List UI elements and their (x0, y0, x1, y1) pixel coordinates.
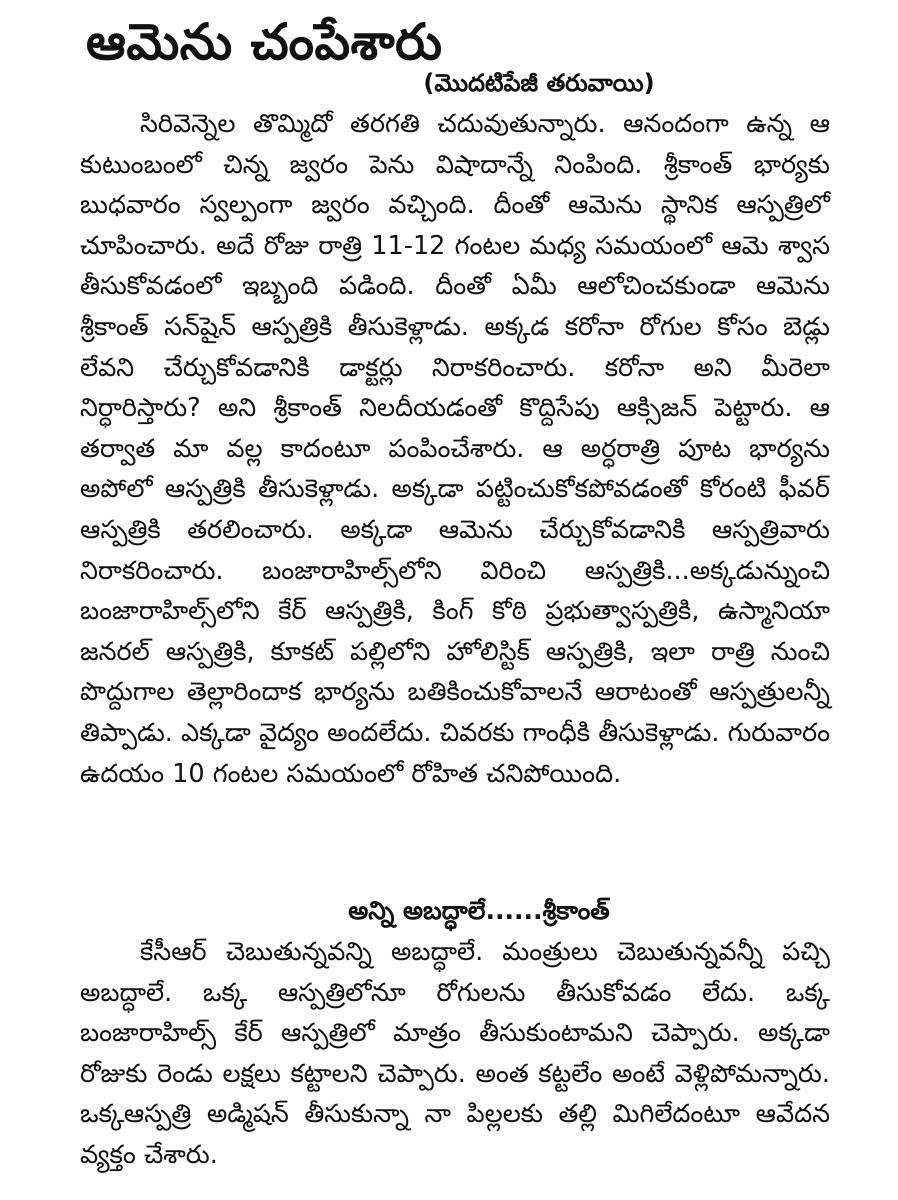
article-paragraph-2: కేసీఆర్ చెబుతున్నవన్ని అబద్ధాలే. మంత్రులు చెబుతున్నవన్నీ పచ్చి అబద్ధాలే. ఒక్క ఆస్పత్రిలోనూ రోగులను తీసుకోవడం లేదు. ఒక్క బంజారాహిల్స్ కేర్ ఆస్పత్రిలో మాత్రం తీసుకుంటామని చెప్పారు. అక్కడా రోజుకు రెండు లక్షలు కట్టాలని చెప్పారు. అంత కట్టలేం అంటే వెళ్లిపోమన్నారు. ఒక్కఆస్పత్రి అడ్మిషన్ తీసుకున్నా నా పిల్లలకు తల్లి మిగిలేదంటూ ఆవేదన వ్యక్తం చేశారు. (80, 937, 830, 1170)
continuation-note: (మొదటిపేజీ తరువాయి) (423, 69, 655, 97)
section-heading: అన్ని అబద్ధాలే......శ్రీకాంత్ (348, 896, 610, 925)
headline: ఆమెను చంపేశారు (86, 13, 443, 71)
article-paragraph-1: సిరివెన్నెల తొమ్మిదో తరగతి చదువుతున్నారు. ఆనందంగా ఉన్న ఆ కుటుంబంలో చిన్న జ్వరం పెను విషాదాన్నే నింపింది. శ్రీకాంత్ భార్యకు బుధవారం స్వల్పంగా జ్వరం వచ్చింది. దీంతో ఆమెను స్థానిక ఆస్పత్రిలో చూపించారు. అదే రోజు రాత్రి 11-12 గంటల మధ్య సమయంలో ఆమె శ్వాస తీసుకోవడంలో ఇబ్బంది పడింది. దీంతో ఏమీ ఆలోచించకుండా ఆమెను శ్రీకాంత్ సన్‌షైన్ ఆస్పత్రికి తీసుకెళ్లాడు. అక్కడ కరోనా రోగుల కోసం బెడ్లు లేవని చేర్చుకోవడానికి డాక్టర్లు నిరాకరించారు. కరోనా అని మీరెలా నిర్ధారిస్తారు? అని శ్రీకాంత్ నిలదీయడంతో కొద్దిసేపు ఆక్సిజన్ పెట్టారు. ఆ తర్వాత మా వల్ల కాదంటూ పంపించేశారు. ఆ అర్ధరాత్రి పూట భార్యను అపోలో ఆస్పత్రికి తీసుకెళ్లాడు. అక్కడా పట్టించుకోకపోవడంతో కోరంటి ఫీవర్ ఆస్పత్రికి తరలించారు. అక్కడా ఆమెను చేర్చుకోవడానికి ఆస్పత్రివారు నిరాకరించారు. బంజారాహిల్స్‌లోని విరించి ఆస్పత్రికి...అక్కడున్నుంచి బంజారాహిల్స్‌లోని కేర్ ఆస్పత్రికి, కింగ్ కోఠి ప్రభుత్వాస్పత్రికి, ఉస్మానియా జనరల్ ఆస్పత్రికి, కూకట్ పల్లిలోని హోలిస్టిక్ ఆస్పత్రికి, ఇలా రాత్రి నుంచి పొద్దుగాల తెల్లారిందాక భార్యను బతికించుకోవాలనే ఆరాటంతో ఆస్పత్రులన్నీ తిప్పాడు. ఎక్కడా వైద్యం అందలేదు. చివరకు గాంధీకి తీసుకెళ్లాడు. గురువారం ఉదయం 10 గంటల సమయంలో రోహిత చనిపోయింది. (80, 109, 830, 789)
